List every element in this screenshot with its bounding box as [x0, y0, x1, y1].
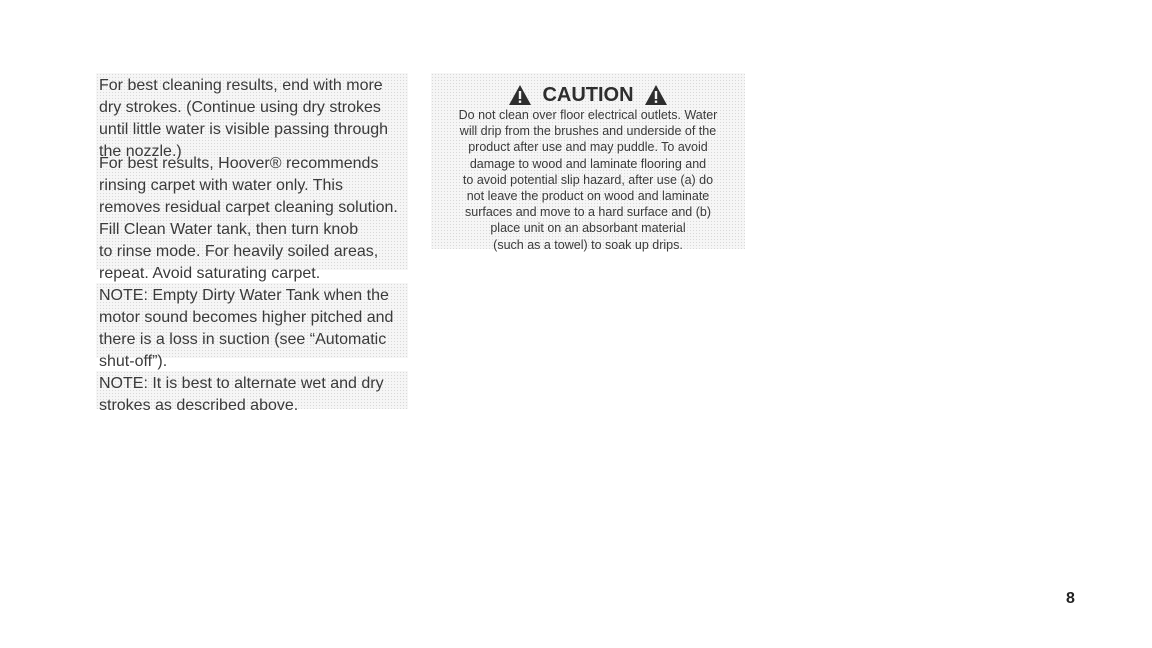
cleaning-tip-paragraph: For best cleaning results, end with more dry strokes. (Continue using dry strokes until little water is visible passing through the nozzle.) — [99, 77, 389, 160]
caution-title: CAUTION — [542, 84, 634, 106]
empty-tank-note: NOTE: Empty Dirty Water Tank when the motor sound becomes higher pitched and there is a loss in suction (see “Automatic shut-off”). — [99, 287, 394, 370]
caution-body-text: Do not clean over floor electrical outlets. Water will drip from the brushes and underside of the product after use and may puddle. To avoid damage to wood and laminate flooring and to avoid potential slip hazard, after use (a) do not leave the product on wood and laminate surfaces and move to a hard surface and (b) place unit on an absorbant material (such as a towel) to soak up drips. — [458, 108, 718, 252]
caution-heading — [431, 82, 745, 108]
alternate-strokes-note: NOTE: It is best to alternate wet and dry strokes as described above. — [99, 375, 384, 414]
warning-triangle-icon — [508, 84, 532, 106]
page-number: 8 — [1066, 590, 1075, 607]
warning-triangle-icon — [644, 84, 668, 106]
rinse-tip-paragraph: For best results, Hoover® recommends rinsing carpet with water only. This removes residual carpet cleaning solution. Fill Clean Water tank, then turn knob to rinse mode. For heavily soiled areas, repeat. Avoid saturating carpet. — [99, 155, 398, 282]
